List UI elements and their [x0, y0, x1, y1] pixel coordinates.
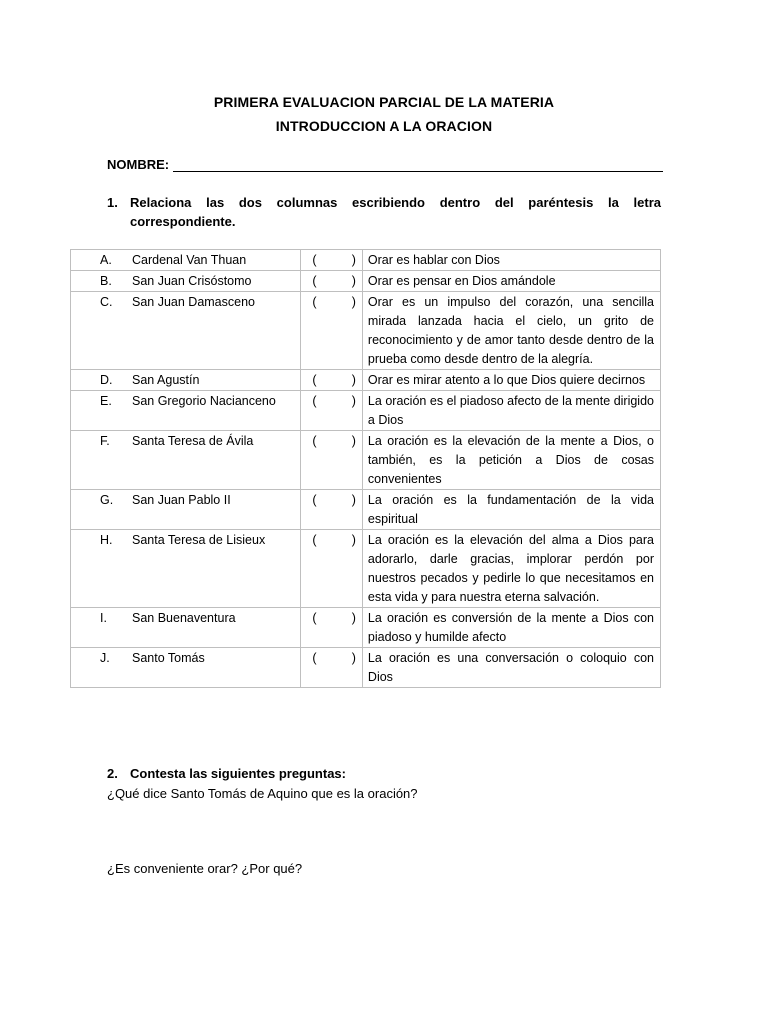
exam-title-line1: PRIMERA EVALUACION PARCIAL DE LA MATERIA	[213, 94, 555, 110]
definition-text: La oración es la elevación de la mente a Dios, o también, es la petición a Dios de cosas convenientes	[367, 434, 654, 486]
table-row	[71, 250, 661, 271]
answer-cell[interactable]	[301, 608, 363, 648]
author-cell	[71, 608, 301, 648]
section2-number: 2.	[107, 766, 118, 781]
author-cell	[71, 250, 301, 271]
author-cell	[71, 490, 301, 530]
row-letter: J.	[100, 651, 110, 665]
paren-close: )	[351, 611, 356, 625]
definition-text: Orar es pensar en Dios amándole	[367, 274, 556, 288]
paren-open: (	[312, 651, 317, 665]
paren-open: (	[312, 394, 317, 408]
definition-cell	[362, 250, 660, 271]
paren-open: (	[312, 274, 317, 288]
definition-cell	[362, 292, 660, 370]
name-blank-line	[173, 158, 663, 172]
row-letter: H.	[100, 533, 113, 547]
row-letter: F.	[100, 434, 110, 448]
definition-cell	[362, 271, 660, 292]
definition-text: Orar es mirar atento a lo que Dios quiere decirnos	[367, 373, 646, 387]
definition-text: La oración es la fundamentación de la vida espiritual	[367, 493, 654, 526]
author-name: Santa Teresa de Ávila	[132, 434, 254, 448]
row-letter: E.	[100, 394, 112, 408]
paren-open: (	[312, 611, 317, 625]
table-row	[71, 648, 661, 688]
author-cell	[71, 391, 301, 431]
paren-close: )	[351, 274, 356, 288]
paren-close: )	[351, 253, 356, 267]
author-cell	[71, 431, 301, 490]
paren-close: )	[351, 434, 356, 448]
paren-open: (	[312, 493, 317, 507]
table-row	[71, 431, 661, 490]
author-cell	[71, 370, 301, 391]
name-label: NOMBRE:	[107, 157, 170, 172]
author-name: San Juan Crisóstomo	[132, 274, 252, 288]
section1-instruction-text: Relaciona las dos columnas escribiendo dentro del paréntesis la letra correspondiente.	[130, 195, 661, 229]
matching-table	[70, 249, 661, 688]
answer-cell[interactable]	[301, 391, 363, 431]
answer-cell[interactable]	[301, 250, 363, 271]
answer-cell[interactable]	[301, 490, 363, 530]
table-row	[71, 490, 661, 530]
question-2: ¿Es conveniente orar? ¿Por qué?	[107, 861, 303, 876]
paren-close: )	[351, 533, 356, 547]
author-name: San Juan Damasceno	[132, 295, 255, 309]
row-letter: I.	[100, 611, 107, 625]
author-cell	[71, 271, 301, 292]
exam-title-line2: INTRODUCCION A LA ORACION	[275, 118, 493, 134]
definition-text: Orar es un impulso del corazón, una sencilla mirada lanzada hacia el cielo, un grito de reconocimiento y de amor tanto desde dentro de la prueba como desde dentro de la alegría.	[367, 295, 654, 366]
definition-cell	[362, 391, 660, 431]
paren-open: (	[312, 253, 317, 267]
definition-cell	[362, 490, 660, 530]
row-letter: B.	[100, 274, 112, 288]
row-letter: G.	[100, 493, 114, 507]
author-name: Santa Teresa de Lisieux	[132, 533, 266, 547]
answer-cell[interactable]	[301, 431, 363, 490]
row-letter: D.	[100, 373, 113, 387]
table-row	[71, 391, 661, 431]
author-name: San Agustín	[132, 373, 200, 387]
answer-cell[interactable]	[301, 648, 363, 688]
table-row	[71, 271, 661, 292]
answer-cell[interactable]	[301, 530, 363, 608]
definition-cell	[362, 530, 660, 608]
author-name: San Buenaventura	[132, 611, 236, 625]
definition-text: Orar es hablar con Dios	[367, 253, 500, 267]
author-cell	[71, 648, 301, 688]
paren-open: (	[312, 434, 317, 448]
definition-text: La oración es la elevación del alma a Dios para adorarlo, darle gracias, implorar perdón por nuestros pecados y pedirle lo que necesitamos en esta vida y para nuestra eterna salvación.	[367, 533, 654, 604]
question-1: ¿Qué dice Santo Tomás de Aquino que es la oración?	[107, 786, 418, 801]
paren-close: )	[351, 373, 356, 387]
definition-text: La oración es una conversación o coloquio con Dios	[367, 651, 654, 684]
author-name: San Gregorio Nacianceno	[132, 394, 276, 408]
paren-open: (	[312, 373, 317, 387]
definition-cell	[362, 648, 660, 688]
definition-cell	[362, 370, 660, 391]
row-letter: C.	[100, 295, 113, 309]
answer-cell[interactable]	[301, 292, 363, 370]
paren-close: )	[351, 493, 356, 507]
answer-cell[interactable]	[301, 271, 363, 292]
section2-instruction-text: Contesta las siguientes preguntas:	[130, 766, 346, 781]
answer-cell[interactable]	[301, 370, 363, 391]
section1-instruction	[107, 193, 661, 231]
definition-cell	[362, 608, 660, 648]
name-field	[107, 157, 663, 172]
definition-cell	[362, 431, 660, 490]
author-cell	[71, 530, 301, 608]
author-name: Cardenal Van Thuan	[132, 253, 247, 267]
author-name: Santo Tomás	[132, 651, 205, 665]
row-letter: A.	[100, 253, 112, 267]
table-row	[71, 370, 661, 391]
section2-instruction	[107, 766, 346, 781]
definition-text: La oración es conversión de la mente a Dios con piadoso y humilde afecto	[367, 611, 654, 644]
paren-open: (	[312, 533, 317, 547]
definition-text: La oración es el piadoso afecto de la mente dirigido a Dios	[367, 394, 654, 427]
paren-close: )	[351, 651, 356, 665]
paren-close: )	[351, 394, 356, 408]
author-name: San Juan Pablo II	[132, 493, 231, 507]
table-row	[71, 608, 661, 648]
section1-number: 1.	[107, 195, 118, 210]
table-row	[71, 292, 661, 370]
author-cell	[71, 292, 301, 370]
table-row	[71, 530, 661, 608]
paren-open: (	[312, 295, 317, 309]
paren-close: )	[351, 295, 356, 309]
